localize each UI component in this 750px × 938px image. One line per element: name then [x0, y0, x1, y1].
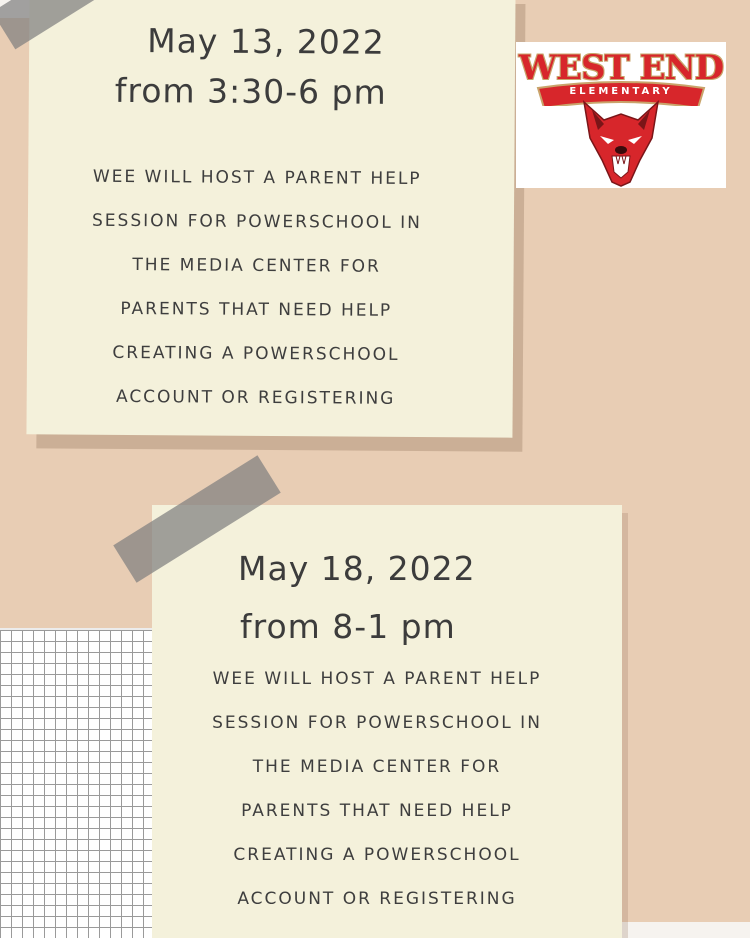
description-line: CREATING A POWERSCHOOL: [112, 342, 400, 365]
session-2-description: [152, 657, 602, 921]
session-2-date: May 18, 2022: [238, 549, 476, 588]
school-logo: [516, 42, 726, 188]
description-line: PARENTS THAT NEED HELP: [241, 801, 513, 821]
torn-paper-corner: [620, 922, 750, 938]
session-1-time: from 3:30-6 pm: [114, 70, 387, 112]
description-line: THE MEDIA CENTER FOR: [252, 757, 502, 777]
description-line: SESSION FOR POWERSCHOOL IN: [212, 713, 542, 733]
session-1-date: May 13, 2022: [147, 21, 385, 62]
grid-paper-scrap: [0, 628, 170, 938]
description-line: ACCOUNT OR REGISTERING: [115, 386, 396, 409]
session-2-time: from 8-1 pm: [240, 607, 456, 646]
description-line: CREATING A POWERSCHOOL: [233, 845, 521, 865]
description-line: WEE WILL HOST A PARENT HELP: [212, 669, 542, 689]
description-line: WEE WILL HOST A PARENT HELP: [92, 166, 422, 190]
session-1-description: [27, 154, 487, 421]
logo-subtitle: ELEMENTARY: [569, 86, 673, 97]
logo-title: WEST END: [518, 48, 724, 88]
sticky-note-session-2: [152, 505, 622, 938]
sticky-note-session-1: [26, 0, 515, 438]
description-line: PARENTS THAT NEED HELP: [120, 298, 393, 321]
description-line: ACCOUNT OR REGISTERING: [237, 889, 517, 909]
description-line: SESSION FOR POWERSCHOOL IN: [91, 210, 422, 234]
description-line: THE MEDIA CENTER FOR: [132, 255, 381, 277]
wolf-mascot-icon: [578, 98, 664, 188]
